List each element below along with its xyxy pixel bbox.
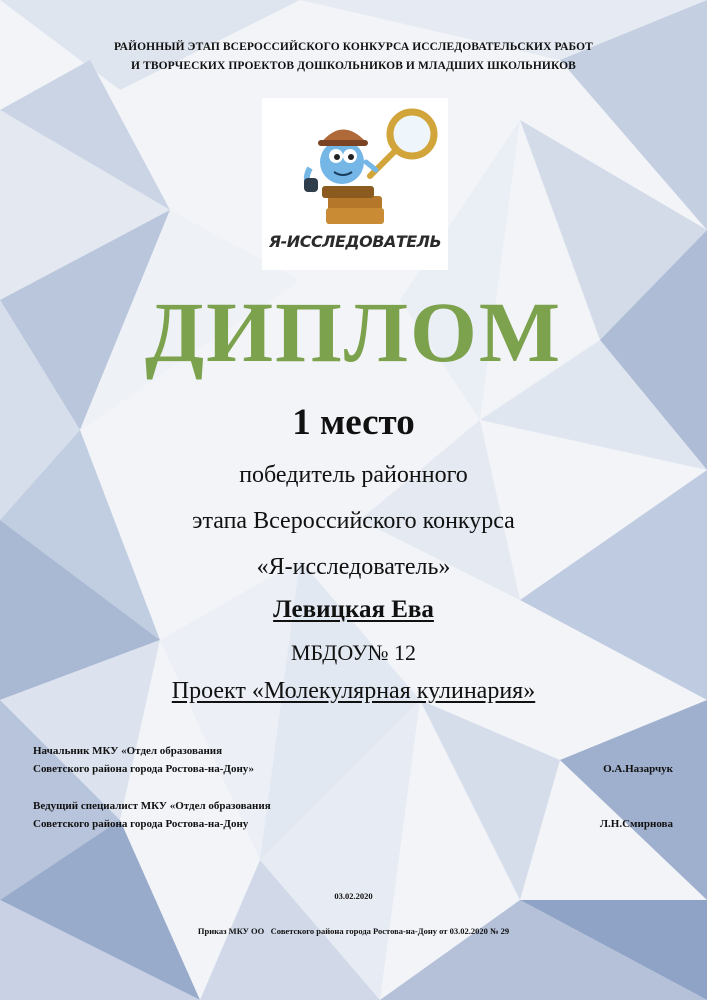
logo-text: Я-ИССЛЕДОВАТЕЛЬ [268,232,442,251]
signer-position-line-1: Начальник МКУ «Отдел образования [33,745,223,757]
signer-position-line-2-text: Советского района города Ростова-на-Дону [33,818,249,830]
award-text-line-3: «Я-исследователь» [256,554,451,580]
project-title-text: Проект «Молекулярная кулинария» [171,678,536,704]
order-reference: Приказ МКУ ОО Советского района города Ростова-на-Дону от 03.02.2020 № 29 [197,926,510,936]
contest-logo [262,98,448,270]
contest-header [0,38,707,76]
diploma-title: ДИПЛОМ [144,284,563,380]
project-title [0,678,707,705]
organization: МБДОУ№ 12 [290,640,417,665]
signature-block-1 [33,742,673,778]
signer-name: О.А.Назарчук [603,763,673,775]
participant-name [0,596,707,624]
participant-name-text: Левицкая Ева [273,596,434,623]
header-line-2: И ТВОРЧЕСКИХ ПРОЕКТОВ ДОШКОЛЬНИКОВ И МЛАДШИХ ШКОЛЬНИКОВ [131,60,576,72]
award-text-line-2: этапа Всероссийского конкурса [192,508,515,534]
place-label: 1 место [292,402,415,443]
signer-position-line-1: Ведущий специалист МКУ «Отдел образования [33,800,271,812]
signer-position-line-2-text: Советского района города Ростова-на-Дону» [33,763,255,775]
signer-position-line-2 [33,815,673,833]
issue-date: 03.02.2020 [334,891,373,901]
award-text-line-1: победитель районного [239,462,468,488]
signer-position-line-2 [33,760,673,778]
signer-name: Л.Н.Смирнова [599,818,673,830]
signature-block-2 [33,797,673,833]
header-line-1: РАЙОННЫЙ ЭТАП ВСЕРОССИЙСКОГО КОНКУРСА ИССЛЕДОВАТЕЛЬСКИХ РАБОТ [114,41,593,53]
